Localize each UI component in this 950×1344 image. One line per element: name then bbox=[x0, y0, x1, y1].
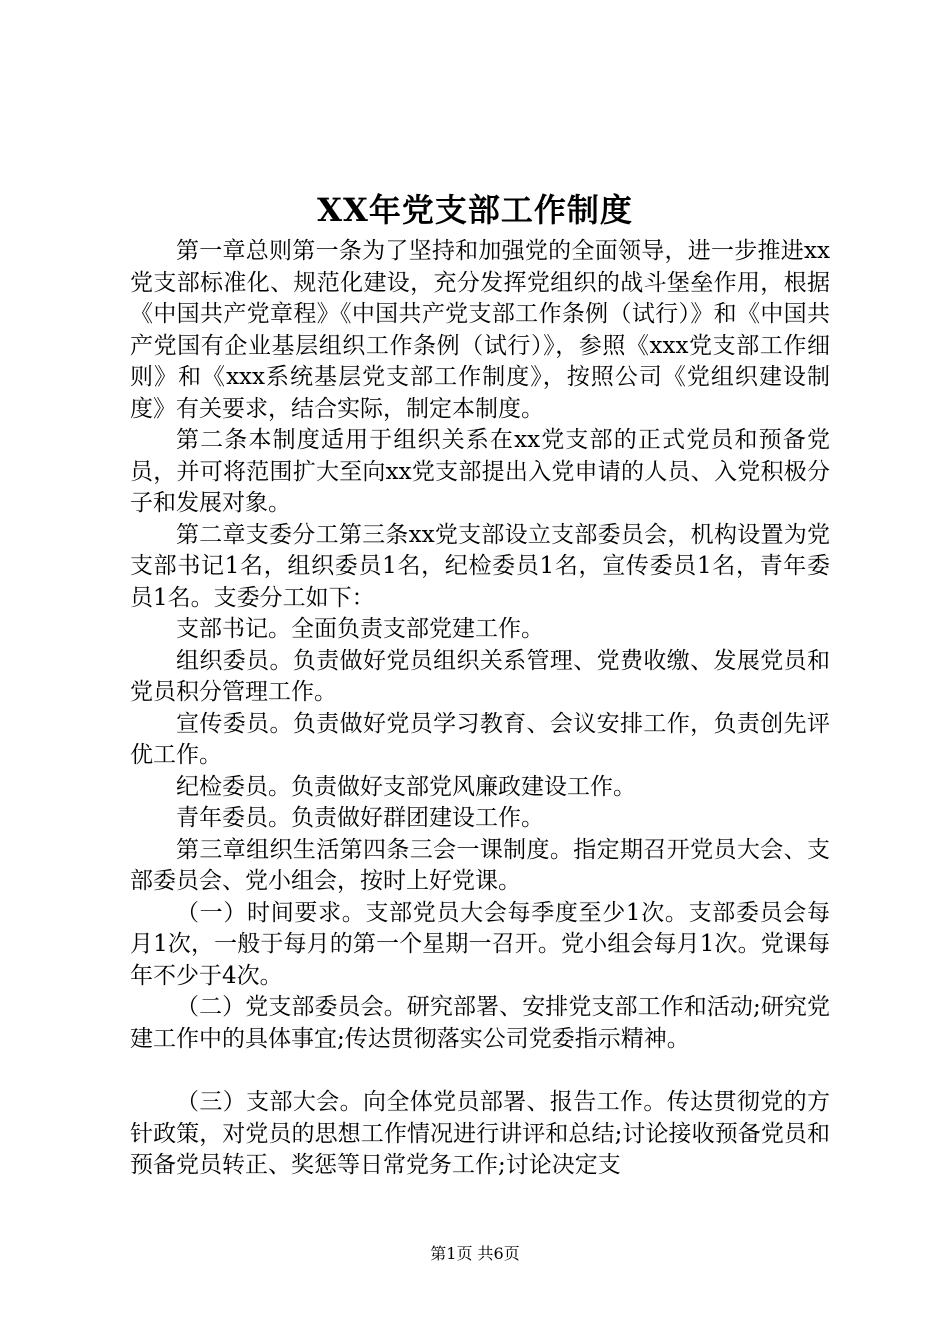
paragraph-item-2: （二）党支部委员会。研究部署、安排党支部工作和活动;研究党建工作中的具体事宜;传达贯彻落实公司党委指示精神。 bbox=[130, 994, 830, 1052]
paragraph-article2: 第二条本制度适用于组织关系在xx党支部的正式党员和预备党员，并可将范围扩大至向xx党支部提出入党申请的人员、入党积极分子和发展对象。 bbox=[130, 427, 830, 516]
paragraph-publicity-member: 宣传委员。负责做好党员学习教育、会议安排工作，负责创先评优工作。 bbox=[130, 710, 830, 768]
paragraph-secretary: 支部书记。全面负责支部党建工作。 bbox=[176, 616, 544, 642]
paragraph-chapter1-article1: 第一章总则第一条为了坚持和加强党的全面领导，进一步推进xx党支部标准化、规范化建设，充分发挥党组织的战斗堡垒作用，根据《中国共产党章程》《中国共产党支部工作条例（试行）》和《中国共产党国有企业基层组织工作条例（试行）》，参照《xxx党支部工作细则》和《xxx系统基层党支部工作制度》，按照公司《党组织建设制度》有关要求，结合实际，制定本制度。 bbox=[130, 238, 830, 422]
paragraph-organization-member: 组织委员。负责做好党员组织关系管理、党费收缴、发展党员和党员积分管理工作。 bbox=[130, 647, 830, 705]
paragraph-youth-member: 青年委员。负责做好群团建设工作。 bbox=[176, 805, 544, 831]
paragraph-discipline-member: 纪检委员。负责做好支部党风廉政建设工作。 bbox=[176, 773, 636, 800]
paragraph-chapter2-article3: 第二章支委分工第三条xx党支部设立支部委员会，机构设置为党支部书记1名，组织委员1名，纪检委员1名，宣传委员1名，青年委员1名。支委分工如下： bbox=[130, 521, 830, 611]
paragraph-item-1: （一）时间要求。支部党员大会每季度至少1次。支部委员会每月1次，一般于每月的第一个星期一召开。党小组会每月1次。党课每年不少于4次。 bbox=[130, 899, 830, 989]
document-title: XX年党支部工作制度 bbox=[317, 191, 633, 229]
paragraph-item-3: （三）支部大会。向全体党员部署、报告工作。传达贯彻党的方针政策，对党员的思想工作情况进行讲评和总结;讨论接收预备党员和预备党员转正、奖惩等日常党务工作;讨论决定支 bbox=[130, 1089, 830, 1178]
document-body bbox=[130, 236, 830, 1182]
page-footer: 第1页 共6页 bbox=[430, 1244, 520, 1263]
paragraph-chapter3-article4: 第三章组织生活第四条三会一课制度。指定期召开党员大会、支部委员会、党小组会，按时上好党课。 bbox=[130, 836, 830, 894]
